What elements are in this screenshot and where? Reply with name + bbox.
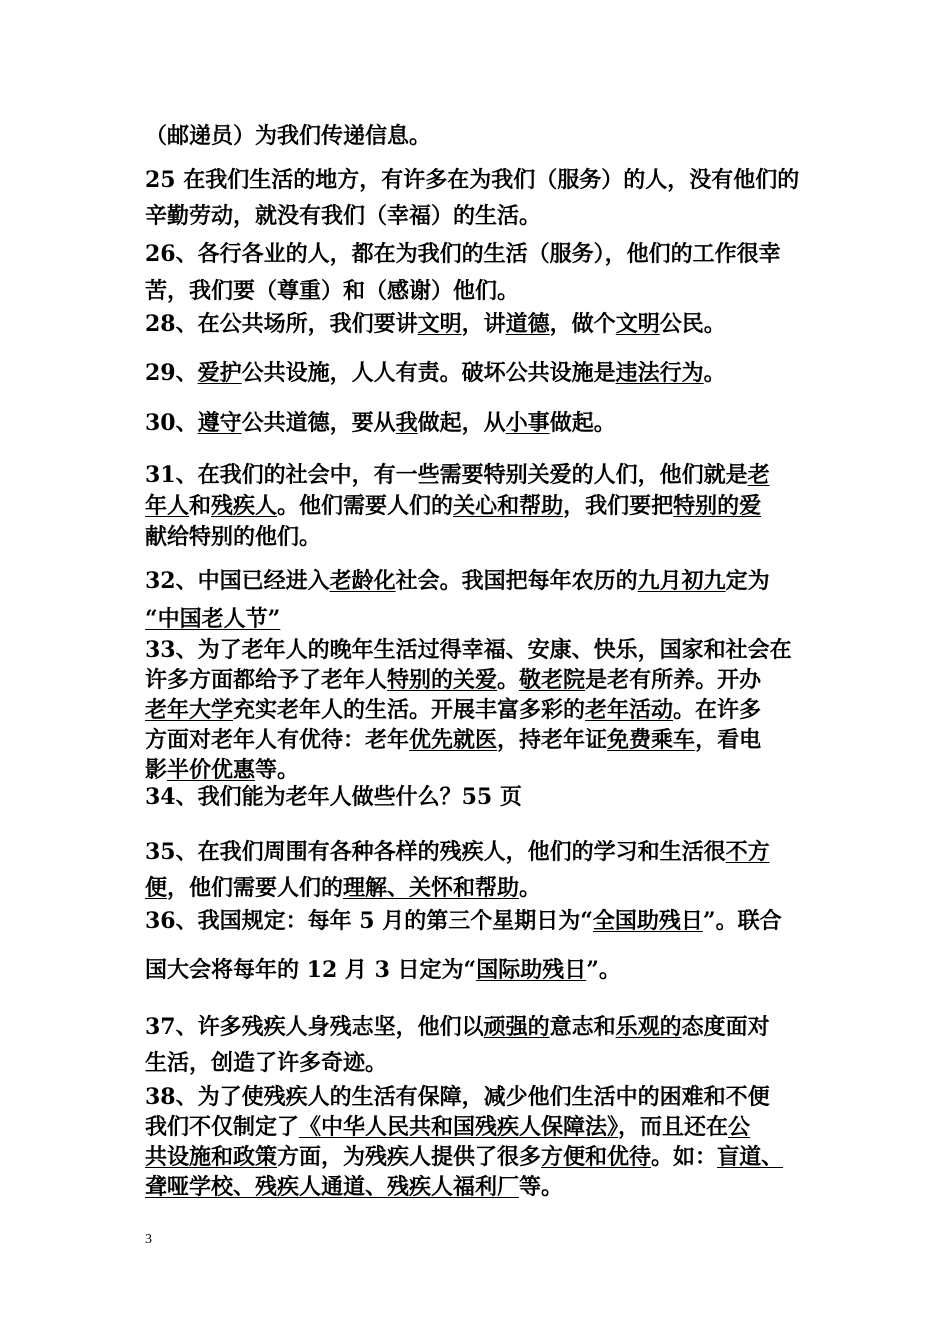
paragraph-36-line1 [145, 909, 810, 933]
underlined-text: 老 [747, 462, 770, 488]
text-run: 26、各行各业的人，都在为我们的生活（服务），他们的工作很幸 [145, 241, 781, 267]
underlined-text: 免费乘车 [607, 727, 696, 753]
text-line [145, 600, 810, 638]
text-line [145, 491, 810, 522]
text-line [145, 755, 810, 785]
underlined-text: 国际助残日 [476, 957, 587, 983]
text-line [145, 162, 810, 198]
text-run: 。 [703, 360, 726, 386]
text-run: 。如： [651, 1144, 718, 1170]
paragraph-26 [145, 236, 810, 310]
text-run: 辛勤劳动，就没有我们（幸福）的生活。 [145, 203, 542, 229]
underlined-text: 违法行为 [615, 360, 704, 386]
underlined-text: 半价优惠 [167, 757, 256, 783]
underlined-text: 道德 [505, 311, 550, 337]
text-run: 公共设施，人人有责。破坏公共设施是 [241, 360, 616, 386]
text-line [145, 1009, 810, 1045]
text-line [145, 522, 810, 553]
text-line [145, 785, 810, 809]
underlined-text: 九月初九 [637, 568, 726, 594]
text-line [145, 411, 810, 435]
underlined-text: 年人 [145, 493, 190, 519]
text-line [145, 312, 810, 336]
text-run: 我们不仅制定了 [145, 1114, 300, 1140]
text-run: 37、许多残疾人身残志坚，他们以 [145, 1014, 484, 1040]
underlined-text: 小事 [505, 410, 550, 436]
text-run: 28、在公共场所，我们要讲 [145, 311, 418, 337]
text-run: 。 [497, 667, 520, 693]
text-run: 献给特别的他们。 [145, 524, 322, 550]
underlined-text: 公 [728, 1114, 751, 1140]
page-number: 3 [145, 1232, 152, 1247]
paragraph-32 [145, 562, 810, 638]
text-run: 公共道德，要从 [241, 410, 396, 436]
text-run: 。 [519, 875, 542, 901]
text-run: 是老有所养。开办 [585, 667, 762, 693]
text-run: 态度面对 [681, 1014, 770, 1040]
text-line [145, 562, 810, 600]
underlined-text: 共设施和政策 [145, 1144, 278, 1170]
text-run: 做起。 [549, 410, 616, 436]
text-line [145, 273, 810, 310]
text-run: ”。 [586, 957, 621, 983]
underlined-text: 遵守 [197, 410, 242, 436]
underlined-text: 全国助残日 [592, 908, 703, 934]
text-line [145, 870, 810, 906]
text-run: 意志和 [549, 1014, 616, 1040]
text-run: （邮递员）为我们传递信息。 [145, 123, 432, 149]
text-run: 33、为了老年人的晚年生活过得幸福、安康、快乐，国家和社会在 [145, 637, 792, 663]
text-run: 做起，从 [417, 410, 506, 436]
text-run: 34、我们能为老年人做些什么？55 页 [145, 784, 522, 810]
underlined-text: 爱护 [197, 360, 242, 386]
paragraph-37 [145, 1009, 810, 1081]
underlined-text: 老年大学 [145, 697, 234, 723]
underlined-text: 《中华人民共和国残疾人保障法》 [299, 1114, 619, 1140]
paragraph-38 [145, 1082, 810, 1202]
underlined-text: 文明 [615, 311, 660, 337]
underlined-text: 特别的爱 [673, 493, 762, 519]
text-run: ，而且还在 [618, 1114, 729, 1140]
text-run: 生活，创造了许多奇迹。 [145, 1050, 388, 1076]
underlined-text: 特别的关爱 [387, 667, 498, 693]
paragraph-28 [145, 312, 810, 336]
text-run: 和 [189, 493, 212, 519]
underlined-text: 盲道、 [717, 1144, 784, 1170]
underlined-text: 顽强的 [483, 1014, 550, 1040]
text-line [145, 834, 810, 870]
text-run: 充实老年人的生活。开展丰富多彩的 [233, 697, 586, 723]
text-run: 定为 [725, 568, 770, 594]
text-line [145, 725, 810, 755]
text-line [145, 695, 810, 725]
underlined-text: 聋哑学校、残疾人通道、残疾人福利厂 [145, 1174, 520, 1200]
underlined-text: 方便和优待 [541, 1144, 652, 1170]
text-run: 32、中国已经进入 [145, 568, 330, 594]
text-run: 35、在我们周围有各种各样的残疾人，他们的学习和生活很 [145, 839, 726, 865]
text-line [145, 460, 810, 491]
text-line [145, 1082, 810, 1112]
paragraph-36-line2 [145, 958, 810, 982]
text-run: ，看电 [695, 727, 762, 753]
paragraph-31 [145, 460, 810, 553]
underlined-text: 老年活动 [585, 697, 674, 723]
underlined-text: 乐观的 [615, 1014, 682, 1040]
text-line [145, 1112, 810, 1142]
underlined-text: 文明 [417, 311, 462, 337]
underlined-text: 关心和帮助 [453, 493, 564, 519]
paragraph-35 [145, 834, 810, 906]
text-line [145, 124, 810, 148]
paragraph-25 [145, 162, 810, 234]
underlined-text: 我 [395, 410, 418, 436]
text-line [145, 1045, 810, 1081]
text-run: 方面对老年人有优待：老年 [145, 727, 410, 753]
text-run: 。在许多 [673, 697, 762, 723]
paragraph-29 [145, 361, 810, 385]
text-run: 国大会将每年的 12 月 3 日定为“ [145, 957, 477, 983]
text-line [145, 665, 810, 695]
text-run: 30、 [145, 410, 198, 436]
text-run: 。他们需要人们的 [277, 493, 454, 519]
text-run: 36、我国规定：每年 5 月的第三个星期日为“ [145, 908, 593, 934]
underlined-text: “中国老人节” [145, 606, 281, 632]
paragraph-33 [145, 635, 810, 785]
underlined-text: 优先就医 [409, 727, 498, 753]
text-line [145, 198, 810, 234]
underlined-text: 老龄化 [329, 568, 396, 594]
text-run: 31、在我们的社会中，有一些需要特别关爱的人们，他们就是 [145, 462, 748, 488]
underlined-text: 敬老院 [519, 667, 586, 693]
text-run: 38、为了使残疾人的生活有保障，减少他们生活中的困难和不便 [145, 1084, 770, 1110]
text-run: 许多方面都给予了老年人 [145, 667, 388, 693]
text-run: 影 [145, 757, 168, 783]
text-run: 公民。 [659, 311, 726, 337]
text-run: ，我们要把 [563, 493, 674, 519]
text-line [145, 361, 810, 385]
text-run: ，做个 [549, 311, 616, 337]
text-line [145, 635, 810, 665]
text-run: 苦，我们要（尊重）和（感谢）他们。 [145, 278, 520, 304]
text-run: 等。 [255, 757, 300, 783]
text-run: ，他们需要人们的 [167, 875, 344, 901]
underlined-text: 便 [145, 875, 168, 901]
text-run: 方面，为残疾人提供了很多 [277, 1144, 542, 1170]
text-run: 等。 [519, 1174, 564, 1200]
paragraph-24 [145, 124, 810, 148]
text-run: ，持老年证 [497, 727, 608, 753]
paragraph-30 [145, 411, 810, 435]
text-line [145, 958, 810, 982]
paragraph-34 [145, 785, 810, 809]
underlined-text: 不方 [725, 839, 770, 865]
underlined-text: 残疾人 [211, 493, 278, 519]
text-line [145, 236, 810, 273]
text-run: 29、 [145, 360, 198, 386]
text-run: 社会。我国把每年农历的 [395, 568, 638, 594]
text-line [145, 1172, 810, 1202]
text-run: 25 在我们生活的地方，有许多在为我们（服务）的人，没有他们的 [145, 167, 800, 193]
text-line [145, 909, 810, 933]
text-run: ，讲 [461, 311, 506, 337]
underlined-text: 理解、关怀和帮助 [343, 875, 520, 901]
text-line [145, 1142, 810, 1172]
text-run: ”。联合 [702, 908, 782, 934]
